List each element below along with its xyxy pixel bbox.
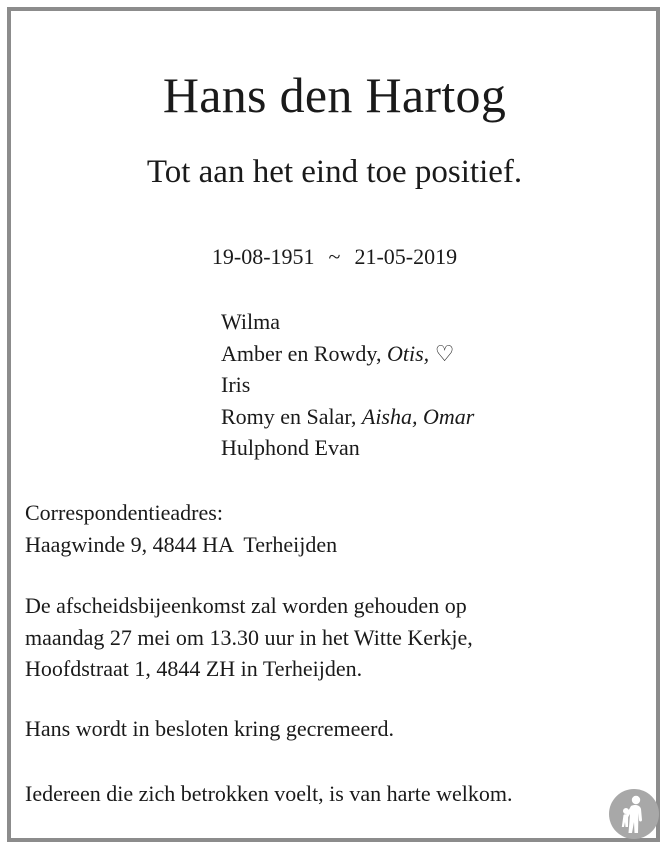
correspondence-address: Haagwinde 9, 4844 HA Terheijden — [25, 531, 338, 557]
correspondence-block — [25, 497, 337, 560]
deceased-name: Hans den Hartog — [162, 67, 507, 123]
family-names: Romy en Salar, — [221, 403, 362, 429]
welcome-note: Iedereen die zich betrokken voelt, is van harte welkom. — [25, 781, 513, 806]
death-date: 21-05-2019 — [354, 244, 458, 269]
correspondence-label: Correspondentieadres: — [25, 500, 223, 525]
memorial-figures-icon — [609, 789, 659, 839]
family-names-italic: Otis, — [387, 340, 430, 366]
family-line: Iris — [221, 372, 251, 397]
life-dates — [0, 243, 669, 271]
ceremony-line: maandag 27 mei om 13.30 uur in het Witte Kerkje, — [25, 624, 473, 650]
cremation-note: Hans wordt in besloten kring gecremeerd. — [25, 716, 394, 741]
family-line: Wilma — [221, 309, 280, 334]
ceremony-line: De afscheidsbijeenkomst zal worden gehouden op — [25, 593, 467, 618]
family-list — [221, 306, 474, 464]
family-line — [221, 338, 474, 370]
family-line: Hulphond Evan — [221, 435, 360, 460]
birth-date: 19-08-1951 — [211, 244, 315, 269]
ceremony-line: Hoofdstraat 1, 4844 ZH in Terheijden. — [25, 656, 363, 681]
date-separator: ~ — [328, 244, 341, 269]
heart-symbol: ♡ — [429, 340, 455, 366]
family-names: Amber en Rowdy, — [221, 340, 387, 366]
family-line — [221, 401, 474, 433]
motto: Tot aan het eind toe positief. — [146, 154, 523, 190]
ceremony-block — [25, 590, 473, 685]
family-names-italic: Aisha, Omar — [361, 403, 475, 429]
